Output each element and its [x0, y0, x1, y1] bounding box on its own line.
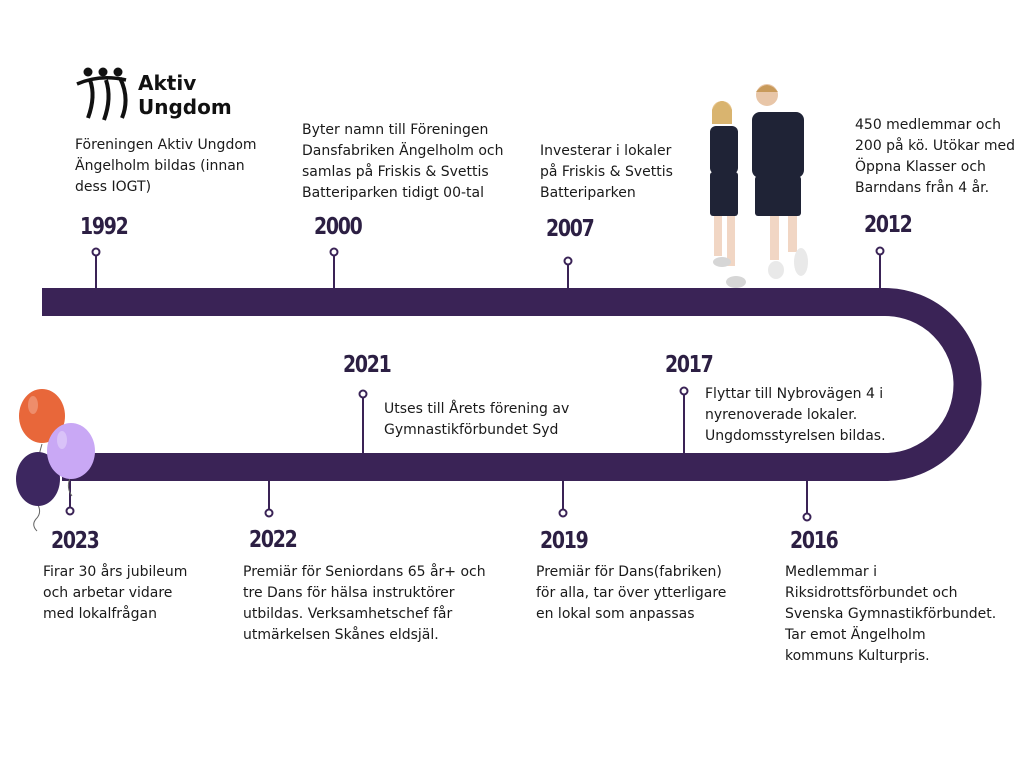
event-2023-text: Firar 30 års jubileum och arbetar vidare med lokalfrågan	[43, 564, 188, 622]
track-curve	[885, 302, 967, 467]
marker-2007-dot	[565, 258, 572, 265]
event-2021-year: 2021	[343, 352, 391, 378]
event-2007-text: Investerar i lokaler på Friskis & Svettis Batteriparken	[540, 143, 673, 201]
marker-1992-dot	[93, 249, 100, 256]
event-2000-text: Byter namn till Föreningen Dansfabriken Ängelholm och samlas på Friskis & Svettis Batteriparken tidigt 00-tal	[302, 122, 504, 201]
marker-2021-dot	[360, 391, 367, 398]
marker-2017-dot	[681, 388, 688, 395]
marker-2022-dot	[266, 510, 273, 517]
track-top-bar	[42, 288, 885, 316]
event-2019-year: 2019	[540, 528, 588, 554]
event-2012-text: 450 medlemmar och 200 på kö. Utökar med Öppna Klasser och Barndans från 4 år.	[855, 117, 1016, 196]
balloons-illustration	[16, 389, 95, 531]
track-bottom-bar	[62, 453, 885, 481]
logo-line-2: Ungdom	[138, 95, 232, 119]
event-2017-text: Flyttar till Nybrovägen 4 i nyrenoverade lokaler. Ungdomsstyrelsen bildas.	[705, 386, 886, 444]
event-2000-year: 2000	[314, 214, 362, 240]
people-illustration	[710, 84, 808, 288]
balloon-lilac	[47, 423, 95, 479]
event-1992-year: 1992	[80, 214, 128, 240]
event-2017-year: 2017	[665, 352, 713, 378]
event-2012-year: 2012	[864, 212, 912, 238]
marker-2000-dot	[331, 249, 338, 256]
event-1992-text: Föreningen Aktiv Ungdom Ängelholm bildas (innan dess IOGT)	[75, 137, 257, 195]
event-2023-year: 2023	[51, 528, 99, 554]
event-2016-year: 2016	[790, 528, 838, 554]
event-2022-text: Premiär för Seniordans 65 år+ och tre Dans för hälsa instruktörer utbildas. Verksamhetschef får utmärkelsen Skånes eldsjäl.	[243, 564, 486, 643]
event-2016-text: Medlemmar i Riksidrottsförbundet och Svenska Gymnastikförbundet. Tar emot Ängelholm kommuns Kulturpris.	[785, 564, 997, 664]
logo-icon	[77, 68, 126, 121]
logo-line-1: Aktiv	[138, 71, 197, 95]
marker-2019-dot	[560, 510, 567, 517]
marker-2016-dot	[804, 514, 811, 521]
event-2021-text: Utses till Årets förening av Gymnastikförbundet Syd	[384, 401, 570, 438]
logo-wordmark	[138, 71, 232, 119]
event-2007-year: 2007	[546, 216, 594, 242]
marker-2023-dot	[67, 508, 74, 515]
marker-2012-dot	[877, 248, 884, 255]
event-2019-text: Premiär för Dans(fabriken) för alla, tar över ytterligare en lokal som anpassas	[536, 564, 727, 622]
event-2022-year: 2022	[249, 527, 297, 553]
